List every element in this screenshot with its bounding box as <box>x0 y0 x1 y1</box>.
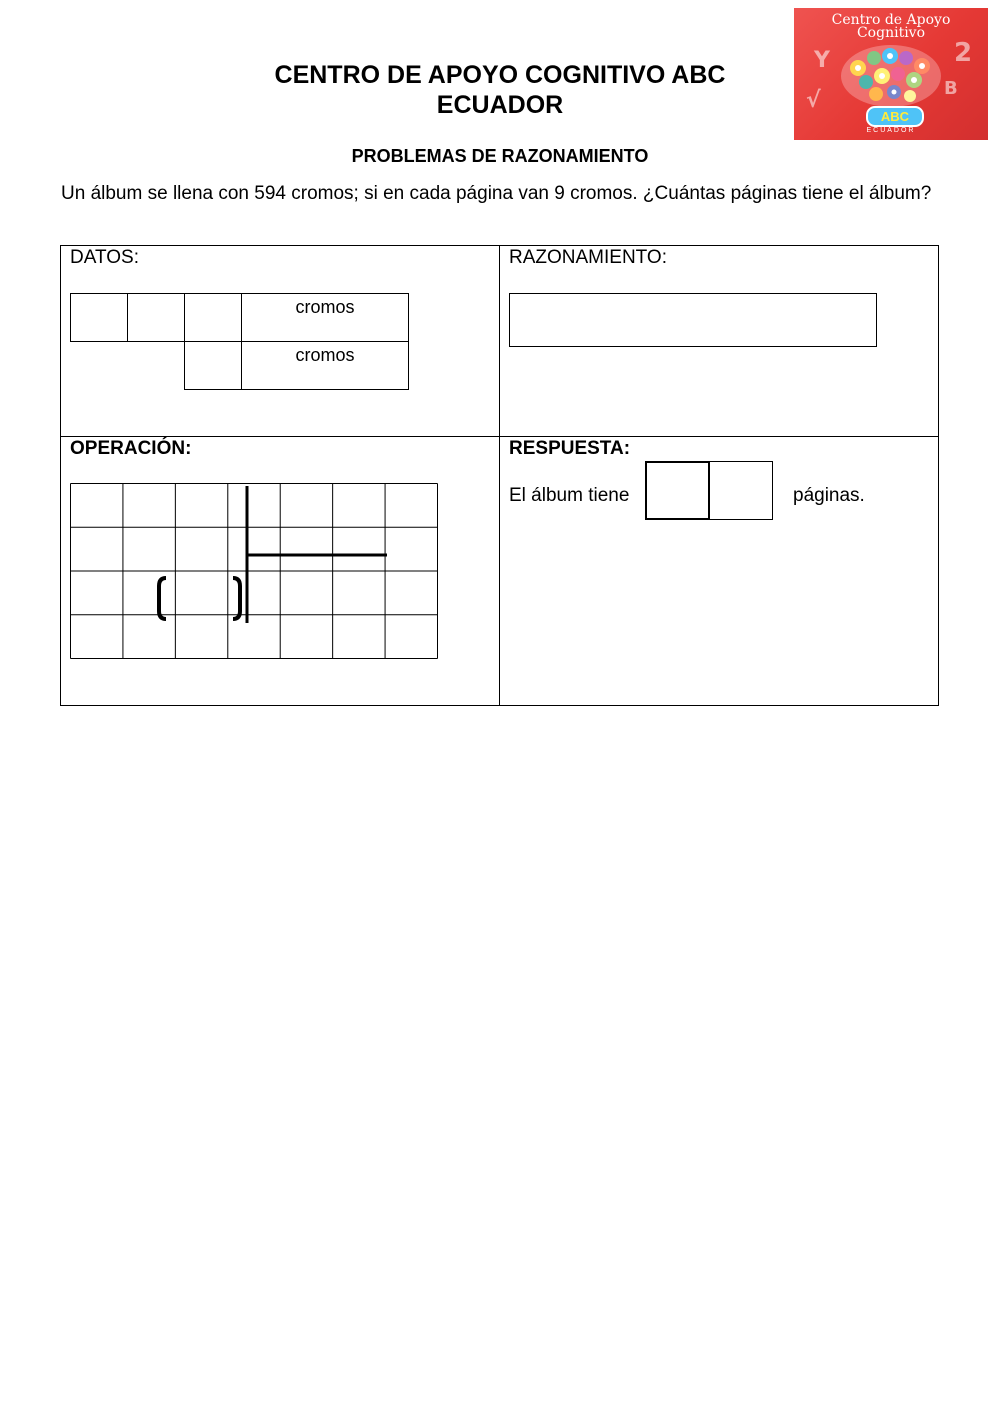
page-title: CENTRO DE APOYO COGNITIVO ABC <box>274 61 726 89</box>
logo-number-icon: 2 <box>954 38 973 68</box>
logo-title <box>794 14 988 40</box>
respuesta-suffix: páginas. <box>793 485 865 506</box>
datos-unit-label-1: cromos <box>295 297 355 317</box>
logo-abc-badge: ABC <box>866 106 924 127</box>
problem-statement: Un álbum se llena con 594 cromos; si en cada página van 9 cromos. ¿Cuántas páginas tiene el álbum? <box>61 183 932 204</box>
answer-digit-box-2[interactable] <box>708 461 773 520</box>
respuesta-label: RESPUESTA: <box>509 438 631 459</box>
worksheet-subtitle: PROBLEMAS DE RAZONAMIENTO <box>351 146 649 166</box>
operacion-label: OPERACIÓN: <box>70 438 192 459</box>
close-parenthesis-icon <box>233 578 240 619</box>
datos-unit-label-2: cromos <box>295 345 355 365</box>
datos-digit-box-4[interactable] <box>184 341 242 390</box>
center-logo <box>794 8 988 140</box>
datos-digit-box-2[interactable] <box>127 293 185 342</box>
datos-digit-box-3[interactable] <box>184 293 242 342</box>
page-title-country: ECUADOR <box>436 91 564 119</box>
datos-label: DATOS: <box>70 247 139 268</box>
datos-digit-box-1[interactable] <box>70 293 128 342</box>
logo-root-icon: √ <box>806 88 821 113</box>
razonamiento-label: RAZONAMIENTO: <box>509 247 667 268</box>
datos-unit-box-2 <box>241 341 409 390</box>
respuesta-prefix: El álbum tiene <box>509 485 630 506</box>
open-parenthesis-icon <box>159 578 166 619</box>
logo-title-line1: Centro de Apoyo <box>831 12 951 28</box>
logo-letter-icon: B <box>944 78 958 99</box>
answer-digit-box-1[interactable] <box>645 461 710 520</box>
logo-country: ECUADOR <box>866 127 916 134</box>
logo-title-line2: Cognitivo <box>856 25 926 41</box>
razonamiento-input-box[interactable] <box>509 293 877 347</box>
logo-letter-y-icon: Y <box>814 48 830 73</box>
brain-gears-icon <box>836 42 946 108</box>
table-border-right <box>938 245 939 706</box>
table-border-left <box>60 245 61 706</box>
division-grid[interactable] <box>70 483 440 661</box>
datos-unit-box-1 <box>241 293 409 342</box>
table-border-center <box>499 245 500 706</box>
